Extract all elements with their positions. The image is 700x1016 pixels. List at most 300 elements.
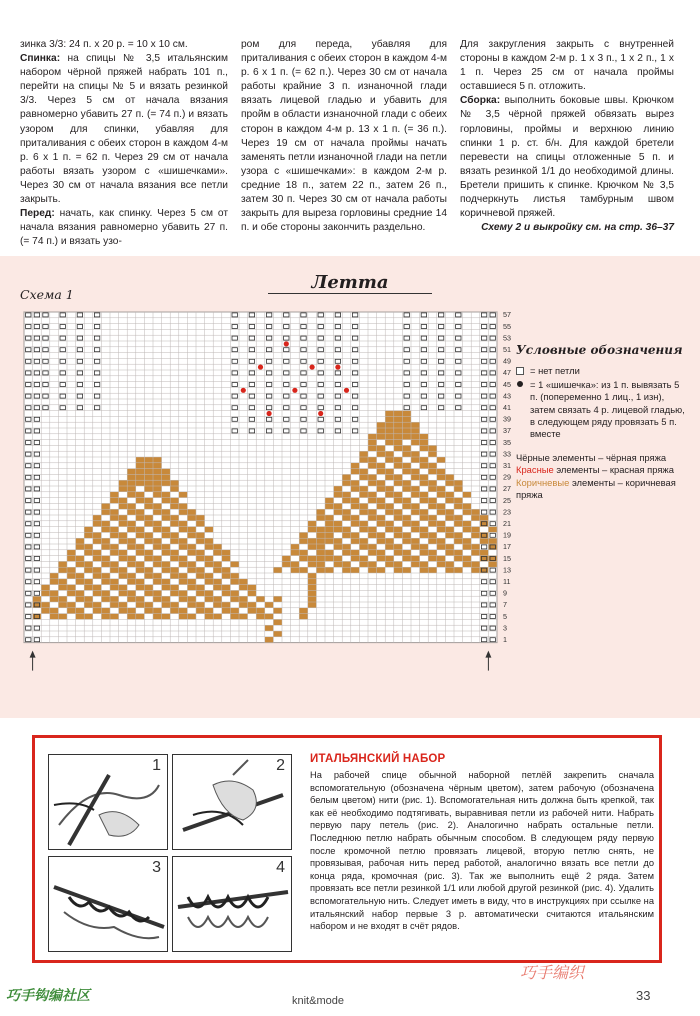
brown-stitch-cell xyxy=(454,498,463,504)
bobble-red-dot xyxy=(344,388,349,393)
brown-stitch-cell xyxy=(230,590,239,596)
brown-stitch-cell xyxy=(377,503,386,509)
brown-stitch-cell xyxy=(93,585,102,591)
brown-stitch-cell xyxy=(179,596,188,602)
brown-stitch-cell xyxy=(205,573,214,579)
brown-stitch-cell xyxy=(359,486,368,492)
brown-stitch-cell xyxy=(428,538,437,544)
brown-stitch-cell xyxy=(334,492,343,498)
brown-stitch-cell xyxy=(471,532,480,538)
brown-stitch-cell xyxy=(205,596,214,602)
scheme-label: Схема 1 xyxy=(20,287,74,302)
brown-stitch-cell xyxy=(282,556,291,562)
brown-stitch-cell xyxy=(230,608,239,614)
brown-stitch-cell xyxy=(162,498,171,504)
paragraph-text: начать, как спинку. Через 5 см от начала вязания равномерно убавить 27 п. (= 74 п.) и вязать узо- xyxy=(20,208,228,248)
brown-stitch-cell xyxy=(153,573,162,579)
brown-stitch-cell xyxy=(377,428,386,434)
brown-stitch-cell xyxy=(273,631,282,637)
brown-stitch-cell xyxy=(101,544,110,550)
brown-stitch-cell xyxy=(179,544,188,550)
brown-stitch-cell xyxy=(273,619,282,625)
hands-knitting-icon xyxy=(49,755,168,850)
brown-stitch-cell xyxy=(394,422,403,428)
brown-stitch-cell xyxy=(359,457,368,463)
brown-stitch-cell xyxy=(119,538,128,544)
brown-stitch-cell xyxy=(76,608,85,614)
brown-stitch-cell xyxy=(394,411,403,417)
brown-stitch-cell xyxy=(119,532,128,538)
brown-stitch-cell xyxy=(351,567,360,573)
brown-stitch-cell xyxy=(76,590,85,596)
brown-stitch-cell xyxy=(368,550,377,556)
brown-stitch-cell xyxy=(58,614,67,620)
bobble-red-dot xyxy=(310,365,315,370)
brown-stitch-cell xyxy=(136,509,145,515)
brown-stitch-cell xyxy=(58,596,67,602)
paragraph-text: выполнить боковые швы. Крючком № 3,5 чёрной пряжей обвязать вырез горловины, проймы и верхнюю линию спинки 1 р. ст. б/н. Для каждой бретели перевести на спицы отложенные 5 п. и вязать резинкой 1/1 до необходимой длины. Бретели пришить к спинке. Крючком № 3,5 подчеркнуть листья тамбурным швом коричневой пряжей. xyxy=(460,95,674,220)
brown-stitch-cell xyxy=(110,532,119,538)
brown-stitch-cell xyxy=(394,532,403,538)
brown-stitch-cell xyxy=(213,567,222,573)
brown-stitch-cell xyxy=(110,561,119,567)
brown-stitch-cell xyxy=(368,492,377,498)
brown-stitch-cell xyxy=(394,492,403,498)
brown-stitch-cell xyxy=(110,550,119,556)
brown-stitch-cell xyxy=(93,608,102,614)
brown-stitch-cell xyxy=(377,463,386,469)
brown-stitch-cell xyxy=(144,550,153,556)
brown-stitch-cell xyxy=(101,590,110,596)
brown-stitch-cell xyxy=(239,614,248,620)
brown-stitch-cell xyxy=(377,469,386,475)
brown-stitch-cell xyxy=(368,544,377,550)
brown-stitch-cell xyxy=(187,509,196,515)
brown-stitch-cell xyxy=(428,567,437,573)
brown-stitch-cell xyxy=(334,486,343,492)
brown-stitch-cell xyxy=(136,463,145,469)
brown-stitch-cell xyxy=(153,509,162,515)
brown-stitch-cell xyxy=(179,573,188,579)
legend xyxy=(516,343,686,501)
brown-stitch-cell xyxy=(351,498,360,504)
brown-stitch-cell xyxy=(411,521,420,527)
brown-stitch-cell xyxy=(205,538,214,544)
brown-stitch-cell xyxy=(428,503,437,509)
brown-stitch-cell xyxy=(33,596,42,602)
color-note-word: Чёрные xyxy=(516,452,550,464)
brown-stitch-cell xyxy=(162,614,171,620)
brown-stitch-cell xyxy=(162,469,171,475)
brown-stitch-cell xyxy=(445,480,454,486)
brown-stitch-cell xyxy=(76,538,85,544)
brown-stitch-cell xyxy=(230,561,239,567)
brown-stitch-cell xyxy=(196,550,205,556)
brown-stitch-cell xyxy=(368,445,377,451)
brown-stitch-cell xyxy=(308,596,317,602)
brown-stitch-cell xyxy=(308,579,317,585)
brown-stitch-cell xyxy=(394,463,403,469)
brown-stitch-cell xyxy=(144,608,153,614)
brown-stitch-cell xyxy=(144,474,153,480)
bobble-red-dot xyxy=(318,411,323,416)
brown-stitch-cell xyxy=(411,469,420,475)
brown-stitch-cell xyxy=(359,544,368,550)
brown-stitch-cell xyxy=(187,544,196,550)
brown-stitch-cell xyxy=(291,544,300,550)
brown-stitch-cell xyxy=(351,521,360,527)
brown-stitch-cell xyxy=(402,469,411,475)
brown-stitch-cell xyxy=(488,527,497,533)
brown-stitch-cell xyxy=(144,503,153,509)
brown-stitch-cell xyxy=(368,474,377,480)
brown-stitch-cell xyxy=(101,614,110,620)
brown-stitch-cell xyxy=(463,527,472,533)
brown-stitch-cell xyxy=(239,596,248,602)
brown-stitch-cell xyxy=(144,498,153,504)
brown-stitch-cell xyxy=(76,573,85,579)
brown-stitch-cell xyxy=(394,544,403,550)
brown-stitch-cell xyxy=(170,567,179,573)
brown-stitch-cell xyxy=(119,550,128,556)
brown-stitch-cell xyxy=(170,532,179,538)
brown-stitch-cell xyxy=(179,556,188,562)
brown-stitch-cell xyxy=(248,590,257,596)
brown-stitch-cell xyxy=(334,544,343,550)
brown-stitch-cell xyxy=(420,445,429,451)
brown-stitch-cell xyxy=(127,538,136,544)
brown-stitch-cell xyxy=(437,503,446,509)
brown-stitch-cell xyxy=(445,515,454,521)
paragraph xyxy=(20,207,228,249)
brown-stitch-cell xyxy=(179,538,188,544)
brown-stitch-cell xyxy=(402,567,411,573)
brown-stitch-cell xyxy=(127,492,136,498)
brown-stitch-cell xyxy=(299,532,308,538)
brown-stitch-cell xyxy=(179,527,188,533)
brown-stitch-cell xyxy=(136,498,145,504)
brown-stitch-cell xyxy=(385,474,394,480)
figure-step-1 xyxy=(48,754,168,850)
legend-item-bobble xyxy=(516,379,686,440)
brown-stitch-cell xyxy=(437,474,446,480)
brown-stitch-cell xyxy=(162,585,171,591)
brown-stitch-cell xyxy=(316,527,325,533)
brown-stitch-cell xyxy=(110,515,119,521)
brown-stitch-cell xyxy=(437,556,446,562)
bobble-dot-icon xyxy=(516,380,525,389)
brown-stitch-cell xyxy=(402,498,411,504)
brown-stitch-cell xyxy=(359,503,368,509)
brown-stitch-cell xyxy=(84,596,93,602)
brown-stitch-cell xyxy=(230,596,239,602)
paragraph xyxy=(460,38,674,94)
brown-stitch-cell xyxy=(144,486,153,492)
brown-stitch-cell xyxy=(213,550,222,556)
row-label: 33 xyxy=(503,449,511,459)
brown-stitch-cell xyxy=(368,463,377,469)
brown-stitch-cell xyxy=(162,567,171,573)
brown-stitch-cell xyxy=(411,503,420,509)
brown-stitch-cell xyxy=(136,515,145,521)
brown-stitch-cell xyxy=(162,492,171,498)
brown-stitch-cell xyxy=(454,515,463,521)
brown-stitch-cell xyxy=(471,509,480,515)
brown-stitch-cell xyxy=(187,561,196,567)
brown-stitch-cell xyxy=(428,521,437,527)
brown-stitch-cell xyxy=(162,579,171,585)
brown-stitch-cell xyxy=(420,457,429,463)
brown-stitch-cell xyxy=(394,509,403,515)
brown-stitch-cell xyxy=(316,567,325,573)
brown-stitch-cell xyxy=(153,486,162,492)
brown-stitch-cell xyxy=(463,509,472,515)
brown-stitch-cell xyxy=(119,480,128,486)
figure-number: 1 xyxy=(152,757,161,774)
brown-stitch-cell xyxy=(222,550,231,556)
paragraph-text: зинка 3/3: 24 п. х 20 р. = 10 х 10 см. xyxy=(20,39,188,50)
brown-stitch-cell xyxy=(256,614,265,620)
brown-stitch-cell xyxy=(187,614,196,620)
brown-stitch-cell xyxy=(480,550,489,556)
brown-stitch-cell xyxy=(84,532,93,538)
brown-stitch-cell xyxy=(480,538,489,544)
brown-stitch-cell xyxy=(170,556,179,562)
brown-stitch-cell xyxy=(179,561,188,567)
brown-stitch-cell xyxy=(153,521,162,527)
brown-stitch-cell xyxy=(273,567,282,573)
brown-stitch-cell xyxy=(411,509,420,515)
page-number: 33 xyxy=(636,988,651,1003)
brown-stitch-cell xyxy=(420,550,429,556)
brown-stitch-cell xyxy=(136,596,145,602)
brown-stitch-cell xyxy=(136,614,145,620)
brown-stitch-cell xyxy=(394,498,403,504)
brown-stitch-cell xyxy=(299,538,308,544)
brown-stitch-cell xyxy=(428,451,437,457)
brown-stitch-cell xyxy=(437,561,446,567)
brown-stitch-cell xyxy=(359,469,368,475)
brown-stitch-cell xyxy=(187,532,196,538)
legend-item-text: = нет петли xyxy=(530,365,580,376)
row-label: 49 xyxy=(503,356,511,366)
brown-stitch-cell xyxy=(170,590,179,596)
brown-stitch-cell xyxy=(127,486,136,492)
brown-stitch-cell xyxy=(187,579,196,585)
brown-stitch-cell xyxy=(325,527,334,533)
brown-stitch-cell xyxy=(222,590,231,596)
brown-stitch-cell xyxy=(308,590,317,596)
brown-stitch-cell xyxy=(454,556,463,562)
brown-stitch-cell xyxy=(385,440,394,446)
brown-stitch-cell xyxy=(205,561,214,567)
brown-stitch-cell xyxy=(127,480,136,486)
brown-stitch-cell xyxy=(84,614,93,620)
brown-stitch-cell xyxy=(316,556,325,562)
brown-stitch-cell xyxy=(110,602,119,608)
brown-stitch-cell xyxy=(402,480,411,486)
brown-stitch-cell xyxy=(76,561,85,567)
brown-stitch-cell xyxy=(445,544,454,550)
brown-stitch-cell xyxy=(463,492,472,498)
brown-stitch-cell xyxy=(377,498,386,504)
brown-stitch-cell xyxy=(342,515,351,521)
brown-stitch-cell xyxy=(385,503,394,509)
brown-stitch-cell xyxy=(291,567,300,573)
brown-stitch-cell xyxy=(385,411,394,417)
brown-stitch-cell xyxy=(179,608,188,614)
brown-stitch-cell xyxy=(402,428,411,434)
brown-stitch-cell xyxy=(84,585,93,591)
brown-stitch-cell xyxy=(119,602,128,608)
brown-stitch-cell xyxy=(480,515,489,521)
brown-stitch-cell xyxy=(110,492,119,498)
brown-stitch-cell xyxy=(153,579,162,585)
brown-stitch-cell xyxy=(325,521,334,527)
brown-stitch-cell xyxy=(41,590,50,596)
brown-stitch-cell xyxy=(420,463,429,469)
brown-stitch-cell xyxy=(325,515,334,521)
brown-stitch-cell xyxy=(93,602,102,608)
brown-stitch-cell xyxy=(394,416,403,422)
row-label: 11 xyxy=(503,577,511,587)
brown-stitch-cell xyxy=(420,492,429,498)
row-label: 13 xyxy=(503,565,511,575)
row-label: 7 xyxy=(503,600,507,610)
page-reference: Схему 2 и выкройку см. на стр. 36–37 xyxy=(481,222,674,234)
brown-stitch-cell xyxy=(428,469,437,475)
brown-stitch-cell xyxy=(144,556,153,562)
brown-stitch-cell xyxy=(101,608,110,614)
brown-stitch-cell xyxy=(119,585,128,591)
brown-stitch-cell xyxy=(136,561,145,567)
brown-stitch-cell xyxy=(67,573,76,579)
brown-stitch-cell xyxy=(437,492,446,498)
brown-stitch-cell xyxy=(385,538,394,544)
brown-stitch-cell xyxy=(308,561,317,567)
brown-stitch-cell xyxy=(127,614,136,620)
brown-stitch-cell xyxy=(368,434,377,440)
brown-stitch-cell xyxy=(187,515,196,521)
brown-stitch-cell xyxy=(67,590,76,596)
brown-stitch-cell xyxy=(368,440,377,446)
brown-stitch-cell xyxy=(239,585,248,591)
row-label: 41 xyxy=(503,403,511,413)
brown-stitch-cell xyxy=(170,608,179,614)
brown-stitch-cell xyxy=(162,532,171,538)
brown-stitch-cell xyxy=(377,532,386,538)
brown-stitch-cell xyxy=(196,602,205,608)
brown-stitch-cell xyxy=(316,544,325,550)
bobble-red-dot xyxy=(267,411,272,416)
brown-stitch-cell xyxy=(110,614,119,620)
brown-stitch-cell xyxy=(471,567,480,573)
brown-stitch-cell xyxy=(196,521,205,527)
brown-stitch-cell xyxy=(84,602,93,608)
brown-stitch-cell xyxy=(101,503,110,509)
brown-stitch-cell xyxy=(196,515,205,521)
brown-stitch-cell xyxy=(119,573,128,579)
brown-stitch-cell xyxy=(170,573,179,579)
brown-stitch-cell xyxy=(67,602,76,608)
brown-stitch-cell xyxy=(308,585,317,591)
brown-stitch-cell xyxy=(342,532,351,538)
bobble-red-dot xyxy=(284,341,289,346)
brown-stitch-cell xyxy=(119,503,128,509)
brown-stitch-cell xyxy=(334,503,343,509)
brown-stitch-cell xyxy=(50,573,59,579)
knitted-rib-icon xyxy=(173,857,292,952)
figure-number: 4 xyxy=(276,859,285,876)
brown-stitch-cell xyxy=(110,544,119,550)
brown-stitch-cell xyxy=(222,602,231,608)
brown-stitch-cell xyxy=(437,521,446,527)
brown-stitch-cell xyxy=(136,532,145,538)
brown-stitch-cell xyxy=(170,515,179,521)
brown-stitch-cell xyxy=(136,457,145,463)
brown-stitch-cell xyxy=(402,411,411,417)
brown-stitch-cell xyxy=(377,451,386,457)
brown-stitch-cell xyxy=(170,585,179,591)
arrow-head-icon xyxy=(30,651,36,658)
brown-stitch-cell xyxy=(308,527,317,533)
brown-stitch-cell xyxy=(385,556,394,562)
brown-stitch-cell xyxy=(385,492,394,498)
brown-stitch-cell xyxy=(248,608,257,614)
brown-stitch-cell xyxy=(394,561,403,567)
brown-stitch-cell xyxy=(282,561,291,567)
brown-stitch-cell xyxy=(162,561,171,567)
brown-stitch-cell xyxy=(256,596,265,602)
brown-stitch-cell xyxy=(119,521,128,527)
brown-stitch-cell xyxy=(488,538,497,544)
brown-stitch-cell xyxy=(316,561,325,567)
brown-stitch-cell xyxy=(84,579,93,585)
row-label: 51 xyxy=(503,345,511,355)
brown-stitch-cell xyxy=(420,440,429,446)
brown-stitch-cell xyxy=(170,480,179,486)
brown-stitch-cell xyxy=(170,521,179,527)
brown-stitch-cell xyxy=(377,538,386,544)
brown-stitch-cell xyxy=(471,561,480,567)
brown-stitch-cell xyxy=(170,498,179,504)
brown-stitch-cell xyxy=(127,521,136,527)
brown-stitch-cell xyxy=(463,561,472,567)
brown-stitch-cell xyxy=(368,509,377,515)
brown-stitch-cell xyxy=(127,573,136,579)
brown-stitch-cell xyxy=(445,561,454,567)
brown-stitch-cell xyxy=(239,602,248,608)
brown-stitch-cell xyxy=(342,544,351,550)
brown-stitch-cell xyxy=(239,579,248,585)
brown-stitch-cell xyxy=(463,556,472,562)
brown-stitch-cell xyxy=(153,492,162,498)
brown-stitch-cell xyxy=(342,567,351,573)
brown-stitch-cell xyxy=(325,503,334,509)
arrow-head-icon xyxy=(485,651,491,658)
brown-stitch-cell xyxy=(411,527,420,533)
brown-stitch-cell xyxy=(196,532,205,538)
brown-stitch-cell xyxy=(308,602,317,608)
brown-stitch-cell xyxy=(377,567,386,573)
brown-stitch-cell xyxy=(342,480,351,486)
brown-stitch-cell xyxy=(230,573,239,579)
brown-stitch-cell xyxy=(420,509,429,515)
brown-stitch-cell xyxy=(67,567,76,573)
brown-stitch-cell xyxy=(136,585,145,591)
brown-stitch-cell xyxy=(385,451,394,457)
brown-stitch-cell xyxy=(222,567,231,573)
